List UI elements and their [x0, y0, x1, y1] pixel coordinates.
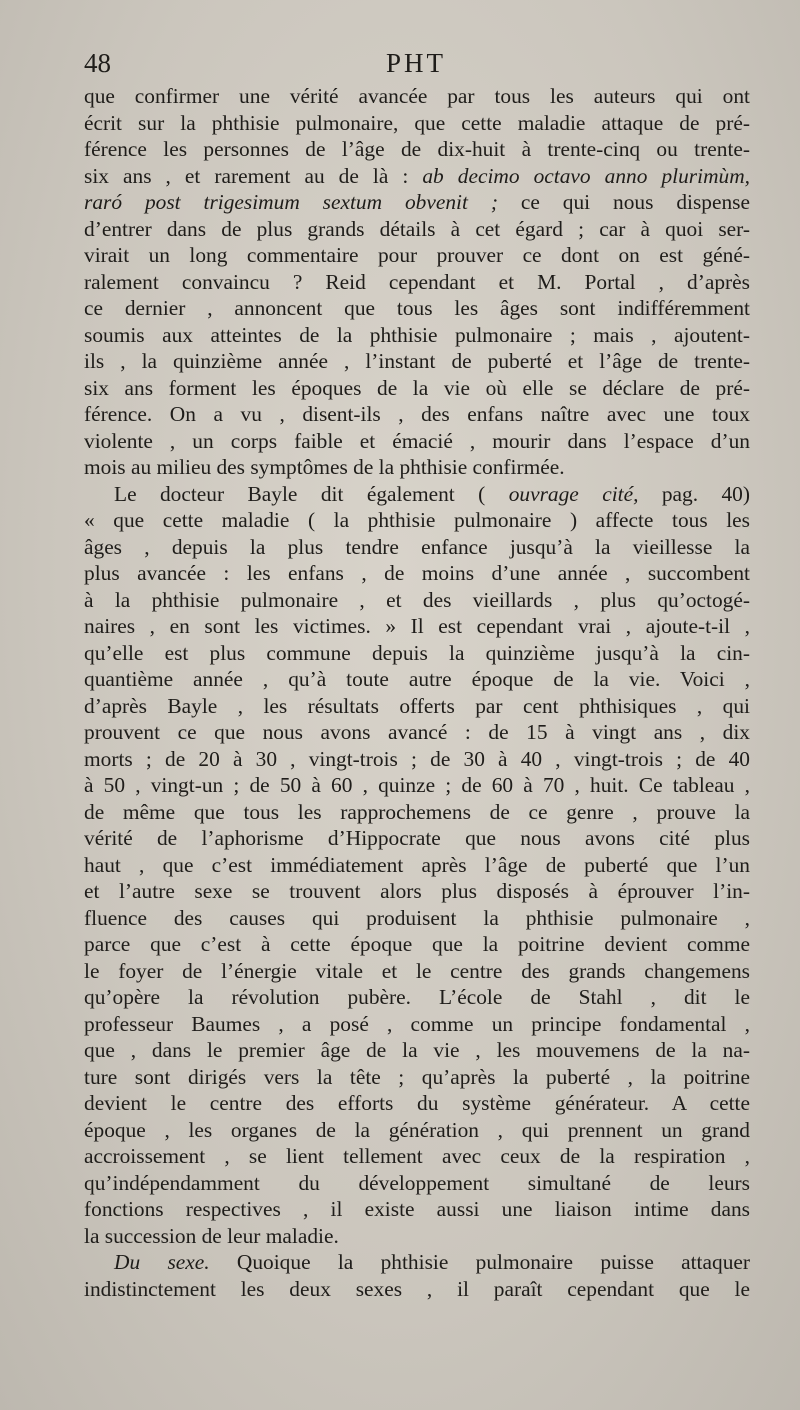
text-line: parce que c’est à cette époque que la poitrine devient comme — [84, 932, 750, 956]
text-line: qu’elle est plus commune depuis la quinzième jusqu’à la cin- — [84, 640, 750, 665]
text-line: qu’opère la révolution pubère. L’école de Stahl , dit le — [84, 985, 750, 1009]
text-line: soumis aux atteintes de la phthisie pulmonaire ; mais , ajoutent- — [84, 322, 750, 347]
text-line: Le docteur Bayle dit également ( ouvrage cité, pag. 40) — [114, 481, 750, 506]
text-line: professeur Baumes , a posé , comme un principe fondamental , — [84, 1011, 750, 1036]
text-line: la succession de leur maladie. — [84, 1223, 339, 1248]
text-line: à 50 , vingt-un ; de 50 à 60 , quinze ; de 60 à 70 , huit. Ce tableau , — [84, 773, 750, 797]
text-line: ils , la quinzième année , l’instant de puberté et l’âge de trente- — [84, 349, 750, 373]
text-line: âges , depuis la plus tendre enfance jusqu’à la vieillesse la — [84, 534, 750, 559]
text-line: férence les personnes de l’âge de dix-huit à trente-cinq ou trente- — [84, 137, 750, 161]
text-line: accroissement , se lient tellement avec ceux de la respiration , — [84, 1144, 750, 1168]
text-line: à la phthisie pulmonaire , et des vieillards , plus qu’octogé- — [84, 587, 750, 612]
text-line: que , dans le premier âge de la vie , les mouvemens de la na- — [84, 1038, 750, 1062]
text-line: ce dernier , annoncent que tous les âges sont indifféremment — [84, 296, 750, 320]
text-line: haut , que c’est immédiatement après l’âge de puberté que l’un — [84, 852, 750, 877]
text-line: d’entrer dans de plus grands détails à cet égard ; car à quoi ser- — [84, 216, 750, 241]
text-line: qu’indépendamment du développement simultané de leurs — [84, 1170, 750, 1195]
text-line: « que cette maladie ( la phthisie pulmonaire ) affecte tous les — [84, 508, 750, 532]
text-line: six ans , et rarement au de là : ab decimo octavo anno plurimùm, — [84, 163, 750, 188]
text-line: écrit sur la phthisie pulmonaire, que cette maladie attaque de pré- — [84, 110, 750, 135]
text-line: ralement convaincu ? Reid cependant et M. Portal , d’après — [84, 269, 750, 294]
text-line: le foyer de l’énergie vitale et le centre des grands changemens — [84, 958, 750, 983]
text-line: quantième année , qu’à toute autre époque de la vie. Voici , — [84, 667, 750, 691]
text-line: morts ; de 20 à 30 , vingt-trois ; de 30 à 40 , vingt-trois ; de 40 — [84, 746, 750, 771]
text-line: férence. On a vu , disent-ils , des enfans naître avec une toux — [84, 402, 750, 426]
text-line: vérité de l’aphorisme d’Hippocrate que nous avons cité plus — [84, 826, 750, 850]
text-line: que confirmer une vérité avancée par tous les auteurs qui ont — [84, 84, 750, 108]
body-text — [84, 83, 750, 1302]
text-line: six ans forment les époques de la vie où elle se déclare de pré- — [84, 375, 750, 400]
text-line: indistinctement les deux sexes , il paraît cependant que le — [84, 1276, 750, 1301]
text-line: fonctions respectives , il existe aussi une liaison intime dans — [84, 1197, 750, 1221]
text-line: violente , un corps faible et émacié , mourir dans l’espace d’un — [84, 428, 750, 453]
text-line: virait un long commentaire pour prouver ce dont on est géné- — [84, 243, 750, 267]
text-line: naires , en sont les victimes. » Il est cependant vrai , ajoute-t-il , — [84, 614, 750, 638]
text-line: de même que tous les rapprochemens de ce genre , prouve la — [84, 799, 750, 824]
text-line: plus avancée : les enfans , de moins d’une année , succombent — [84, 561, 750, 585]
text-line: devient le centre des efforts du système générateur. A cette — [84, 1091, 750, 1115]
text-line: Du sexe. Quoique la phthisie pulmonaire puisse attaquer — [114, 1250, 750, 1274]
text-line: fluence des causes qui produisent la phthisie pulmonaire , — [84, 905, 750, 930]
text-line: et l’autre sexe se trouvent alors plus disposés à éprouver l’in- — [84, 879, 750, 903]
running-head: PHT — [385, 48, 446, 78]
text-line: d’après Bayle , les résultats offerts par cent phthisiques , qui — [84, 693, 750, 718]
text-line: raró post trigesimum sextum obvenit ; ce qui nous dispense — [84, 190, 750, 214]
page-number: 48 — [84, 48, 111, 78]
page-header — [84, 48, 748, 84]
text-line: ture sont dirigés vers la tête ; qu’après la puberté , la poitrine — [84, 1064, 750, 1089]
text-line: mois au milieu des symptômes de la phthisie confirmée. — [84, 455, 565, 479]
text-line: prouvent ce que nous avons avancé : de 15 à vingt ans , dix — [84, 720, 750, 744]
text-line: époque , les organes de la génération , qui prennent un grand — [84, 1117, 750, 1142]
